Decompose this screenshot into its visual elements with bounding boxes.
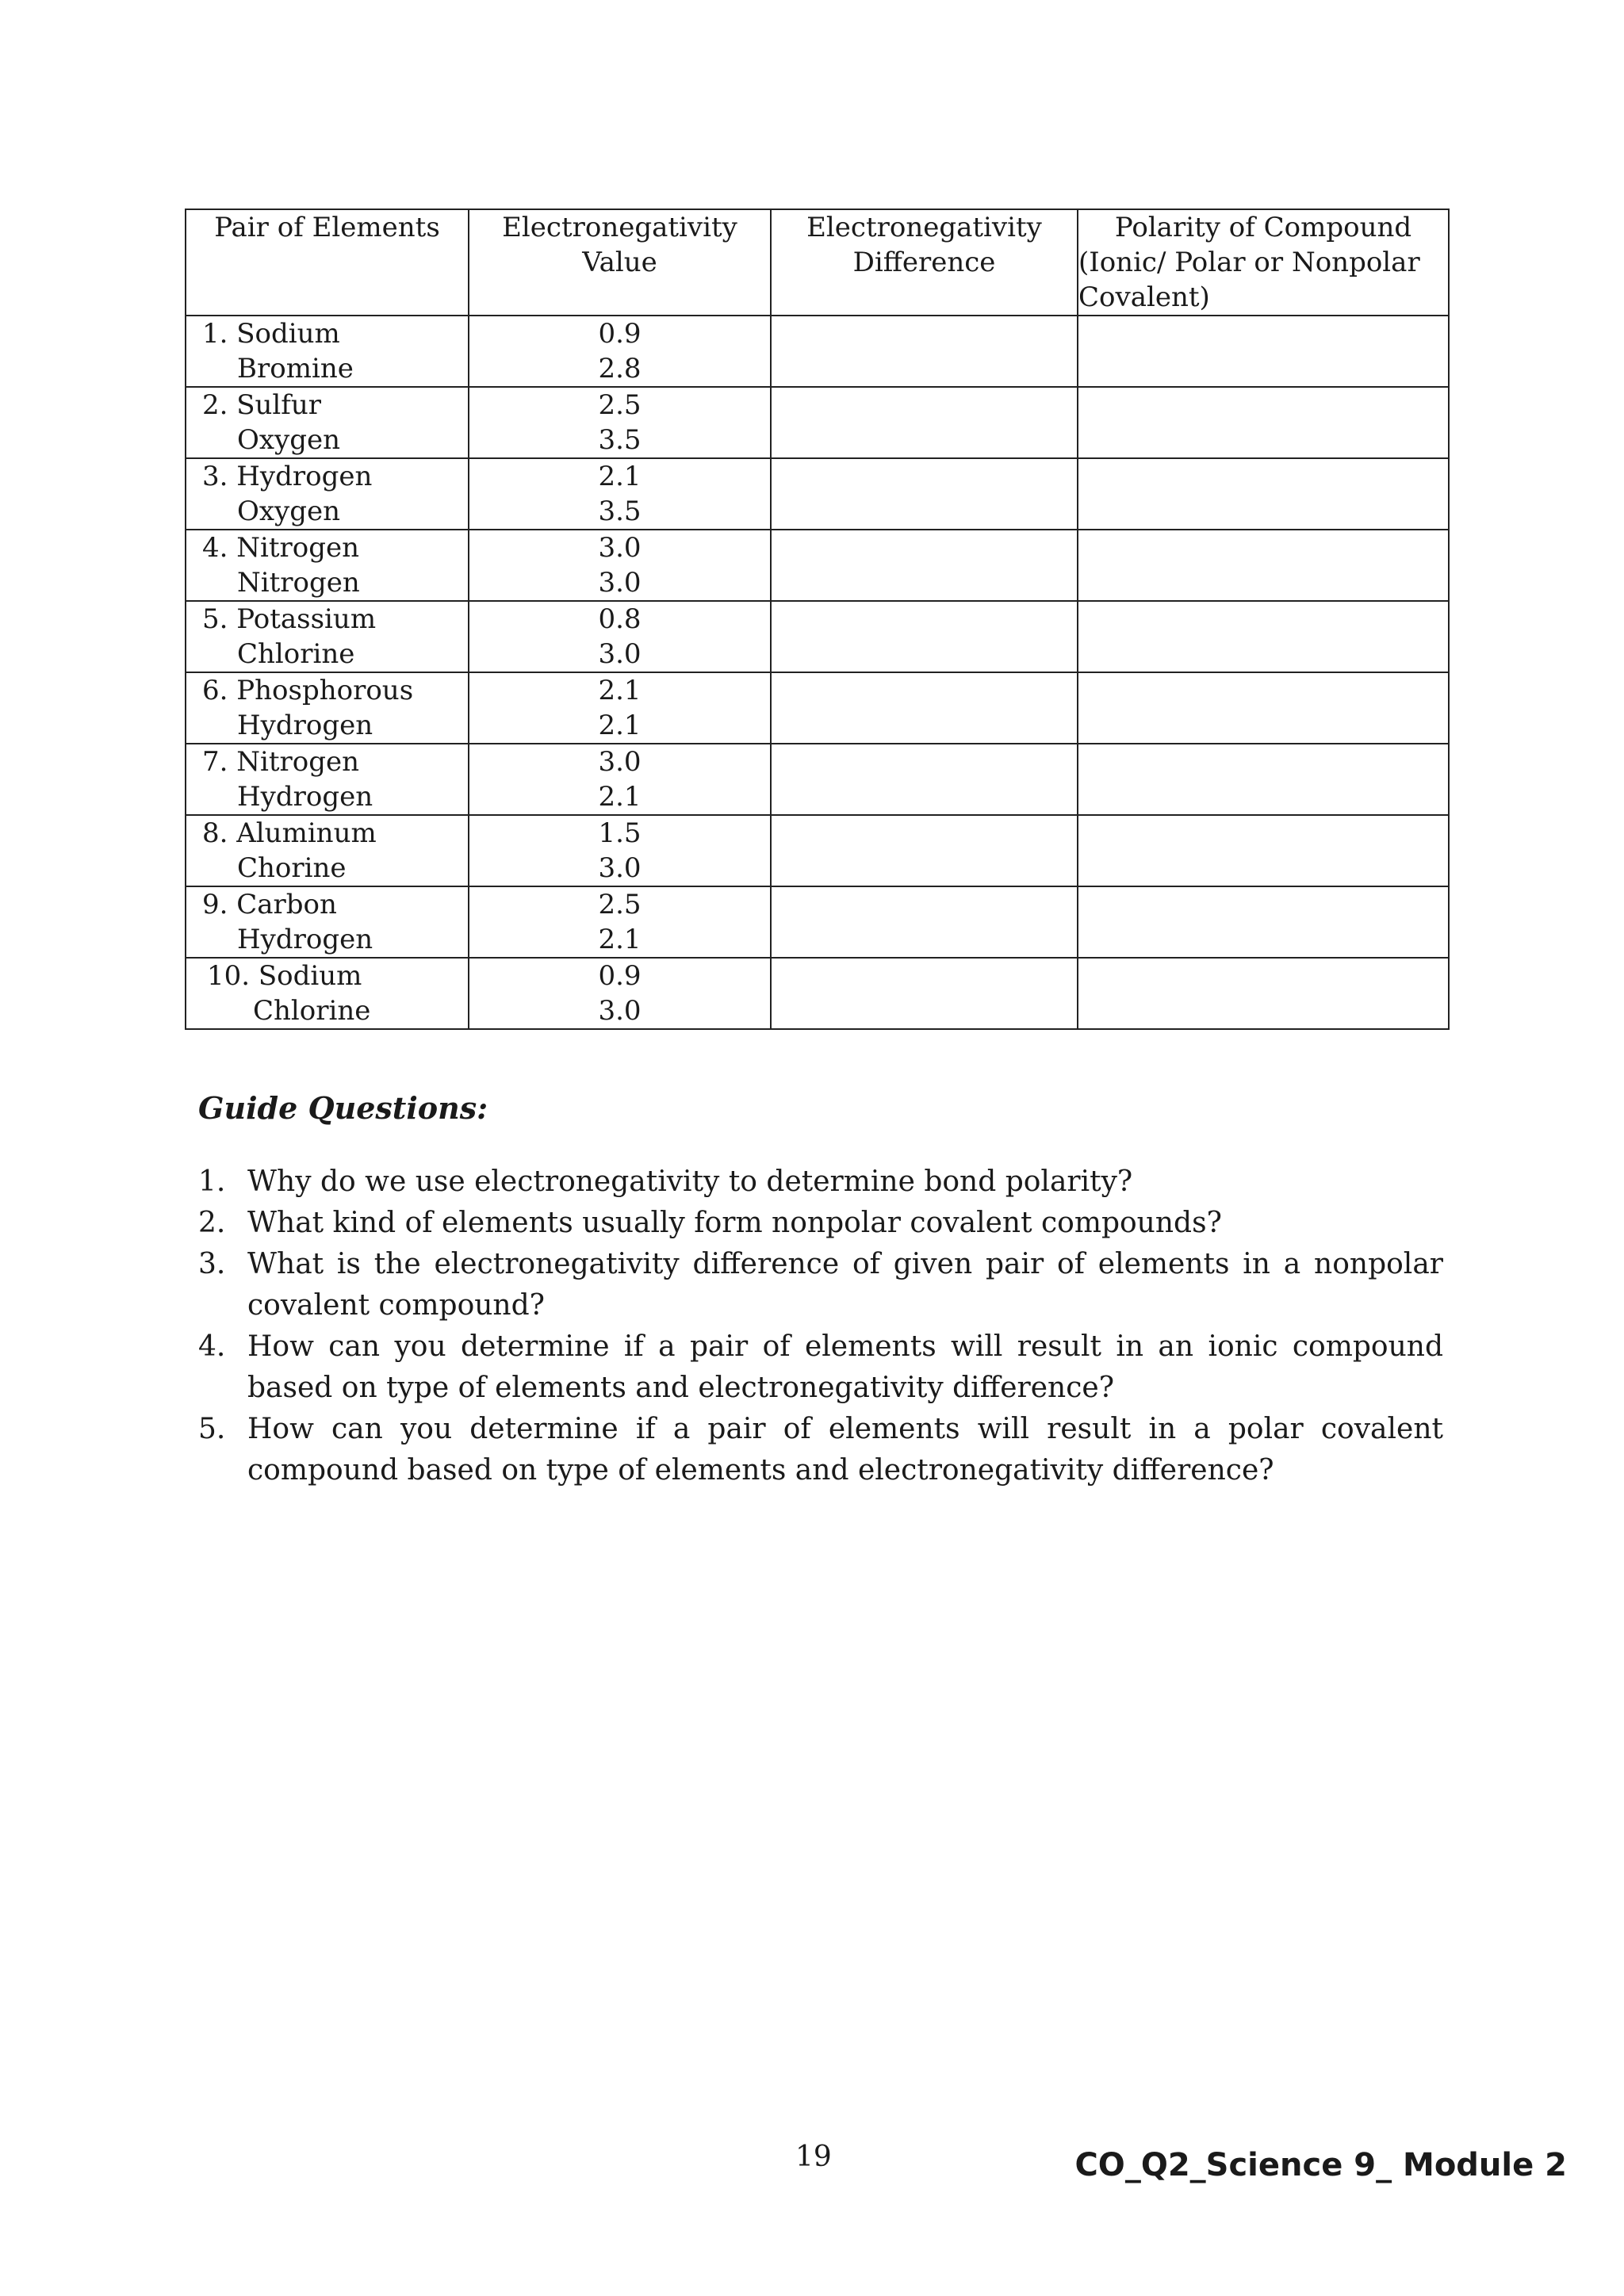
pair-cell [186, 744, 469, 815]
element-1: 6. Phosphorous [202, 675, 414, 706]
value-1: 0.8 [598, 603, 642, 635]
pair-cell [186, 387, 469, 458]
page-number: 19 [795, 2141, 832, 2173]
value-2: 3.0 [598, 995, 642, 1027]
header-polar-line2: (Ionic/ Polar or Nonpolar [1078, 247, 1420, 278]
element-1: 3. Hydrogen [202, 461, 373, 492]
element-2: Chlorine [237, 638, 355, 670]
question-number: 2. [198, 1207, 226, 1239]
value-cell [469, 530, 771, 601]
polarity-cell[interactable] [1078, 672, 1449, 744]
value-2: 2.1 [598, 710, 642, 741]
pair-cell [186, 316, 469, 387]
value-cell [469, 387, 771, 458]
value-cell [469, 815, 771, 886]
table-row [186, 958, 1449, 1029]
table-row [186, 744, 1449, 815]
value-1: 3.0 [598, 532, 642, 564]
polarity-cell[interactable] [1078, 530, 1449, 601]
element-2: Hydrogen [237, 781, 373, 813]
header-polarity-of-compound [1078, 209, 1449, 316]
element-1: 5. Potassium [202, 603, 377, 635]
value-2: 3.0 [598, 852, 642, 884]
polarity-cell[interactable] [1078, 958, 1449, 1029]
difference-cell[interactable] [771, 530, 1078, 601]
element-1: 2. Sulfur [202, 389, 322, 421]
question-text: What is the electronegativity difference of given pair of elements in a nonpolar covalent compound? [247, 1248, 1443, 1322]
header-electronegativity-value [469, 209, 771, 316]
element-2: Oxygen [237, 424, 341, 456]
question-text: How can you determine if a pair of elements will result in a polar covalent compound based on type of elements and electronegativity difference? [247, 1413, 1443, 1487]
pair-cell [186, 672, 469, 744]
header-pair-label: Pair of Elements [214, 212, 440, 243]
table-row [186, 672, 1449, 744]
module-code: CO_Q2_Science 9_ Module 2 [1074, 2147, 1567, 2183]
polarity-cell[interactable] [1078, 815, 1449, 886]
guide-question [198, 1326, 1443, 1409]
value-1: 2.1 [598, 675, 642, 706]
value-1: 0.9 [598, 960, 642, 992]
difference-cell[interactable] [771, 958, 1078, 1029]
value-1: 2.5 [598, 389, 642, 421]
table-row [186, 815, 1449, 886]
value-2: 2.1 [598, 781, 642, 813]
value-cell [469, 601, 771, 672]
pair-cell [186, 530, 469, 601]
question-number: 3. [198, 1248, 226, 1280]
question-text: Why do we use electronegativity to determine bond polarity? [247, 1165, 1133, 1198]
question-text: How can you determine if a pair of elements will result in an ionic compound based on type of elements and electronegativity difference? [247, 1330, 1443, 1404]
element-1: 7. Nitrogen [202, 746, 360, 778]
difference-cell[interactable] [771, 458, 1078, 530]
value-2: 3.5 [598, 424, 642, 456]
question-number: 4. [198, 1330, 226, 1363]
polarity-cell[interactable] [1078, 316, 1449, 387]
element-2: Nitrogen [237, 567, 360, 599]
pair-cell [186, 601, 469, 672]
value-cell [469, 458, 771, 530]
difference-cell[interactable] [771, 744, 1078, 815]
value-1: 0.9 [598, 318, 642, 350]
table-header-row [186, 209, 1449, 316]
value-cell [469, 958, 771, 1029]
difference-cell[interactable] [771, 387, 1078, 458]
header-polar-line1: Polarity of Compound [1114, 212, 1412, 243]
value-2: 3.0 [598, 638, 642, 670]
table-row [186, 530, 1449, 601]
value-cell [469, 316, 771, 387]
header-value-line1: Electronegativity [502, 212, 737, 243]
pair-cell [186, 815, 469, 886]
header-diff-line2: Difference [852, 247, 996, 278]
question-number: 1. [198, 1165, 226, 1198]
guide-question [198, 1161, 1443, 1203]
electronegativity-table [185, 209, 1450, 1030]
value-cell [469, 744, 771, 815]
question-number: 5. [198, 1413, 226, 1445]
element-2: Hydrogen [237, 924, 373, 955]
value-cell [469, 886, 771, 958]
difference-cell[interactable] [771, 672, 1078, 744]
element-1: 4. Nitrogen [202, 532, 360, 564]
table-row [186, 601, 1449, 672]
difference-cell[interactable] [771, 815, 1078, 886]
value-2: 2.1 [598, 924, 642, 955]
question-text: What kind of elements usually form nonpolar covalent compounds? [247, 1207, 1222, 1239]
value-1: 2.1 [598, 461, 642, 492]
value-1: 3.0 [598, 746, 642, 778]
value-1: 1.5 [598, 817, 642, 849]
difference-cell[interactable] [771, 886, 1078, 958]
polarity-cell[interactable] [1078, 601, 1449, 672]
element-2: Oxygen [237, 496, 341, 527]
table-row [186, 458, 1449, 530]
value-cell [469, 672, 771, 744]
pair-cell [186, 958, 469, 1029]
table-row [186, 886, 1449, 958]
table-row [186, 387, 1449, 458]
element-1: 10. Sodium [207, 960, 362, 992]
element-1: 8. Aluminum [202, 817, 377, 849]
pair-cell [186, 886, 469, 958]
guide-questions-list [198, 1161, 1443, 1491]
value-1: 2.5 [598, 889, 642, 920]
value-2: 2.8 [598, 353, 642, 385]
header-electronegativity-difference [771, 209, 1078, 316]
guide-question [198, 1409, 1443, 1491]
guide-question [198, 1244, 1443, 1326]
element-1: 1. Sodium [202, 318, 340, 350]
header-polar-line3: Covalent) [1078, 281, 1210, 313]
element-2: Hydrogen [237, 710, 373, 741]
guide-question [198, 1203, 1443, 1244]
polarity-cell[interactable] [1078, 886, 1449, 958]
element-2: Chorine [237, 852, 347, 884]
header-pair-of-elements [186, 209, 469, 316]
value-2: 3.0 [598, 567, 642, 599]
difference-cell[interactable] [771, 316, 1078, 387]
table-body [186, 316, 1449, 1029]
value-2: 3.5 [598, 496, 642, 527]
polarity-cell[interactable] [1078, 458, 1449, 530]
polarity-cell[interactable] [1078, 744, 1449, 815]
guide-questions-title: Guide Questions: [198, 1090, 488, 1126]
polarity-cell[interactable] [1078, 387, 1449, 458]
pair-cell [186, 458, 469, 530]
table-row [186, 316, 1449, 387]
element-2: Chlorine [253, 995, 371, 1027]
header-diff-line1: Electronegativity [806, 212, 1042, 243]
header-value-line2: Value [582, 247, 657, 278]
difference-cell[interactable] [771, 601, 1078, 672]
element-2: Bromine [237, 353, 354, 385]
element-1: 9. Carbon [202, 889, 337, 920]
